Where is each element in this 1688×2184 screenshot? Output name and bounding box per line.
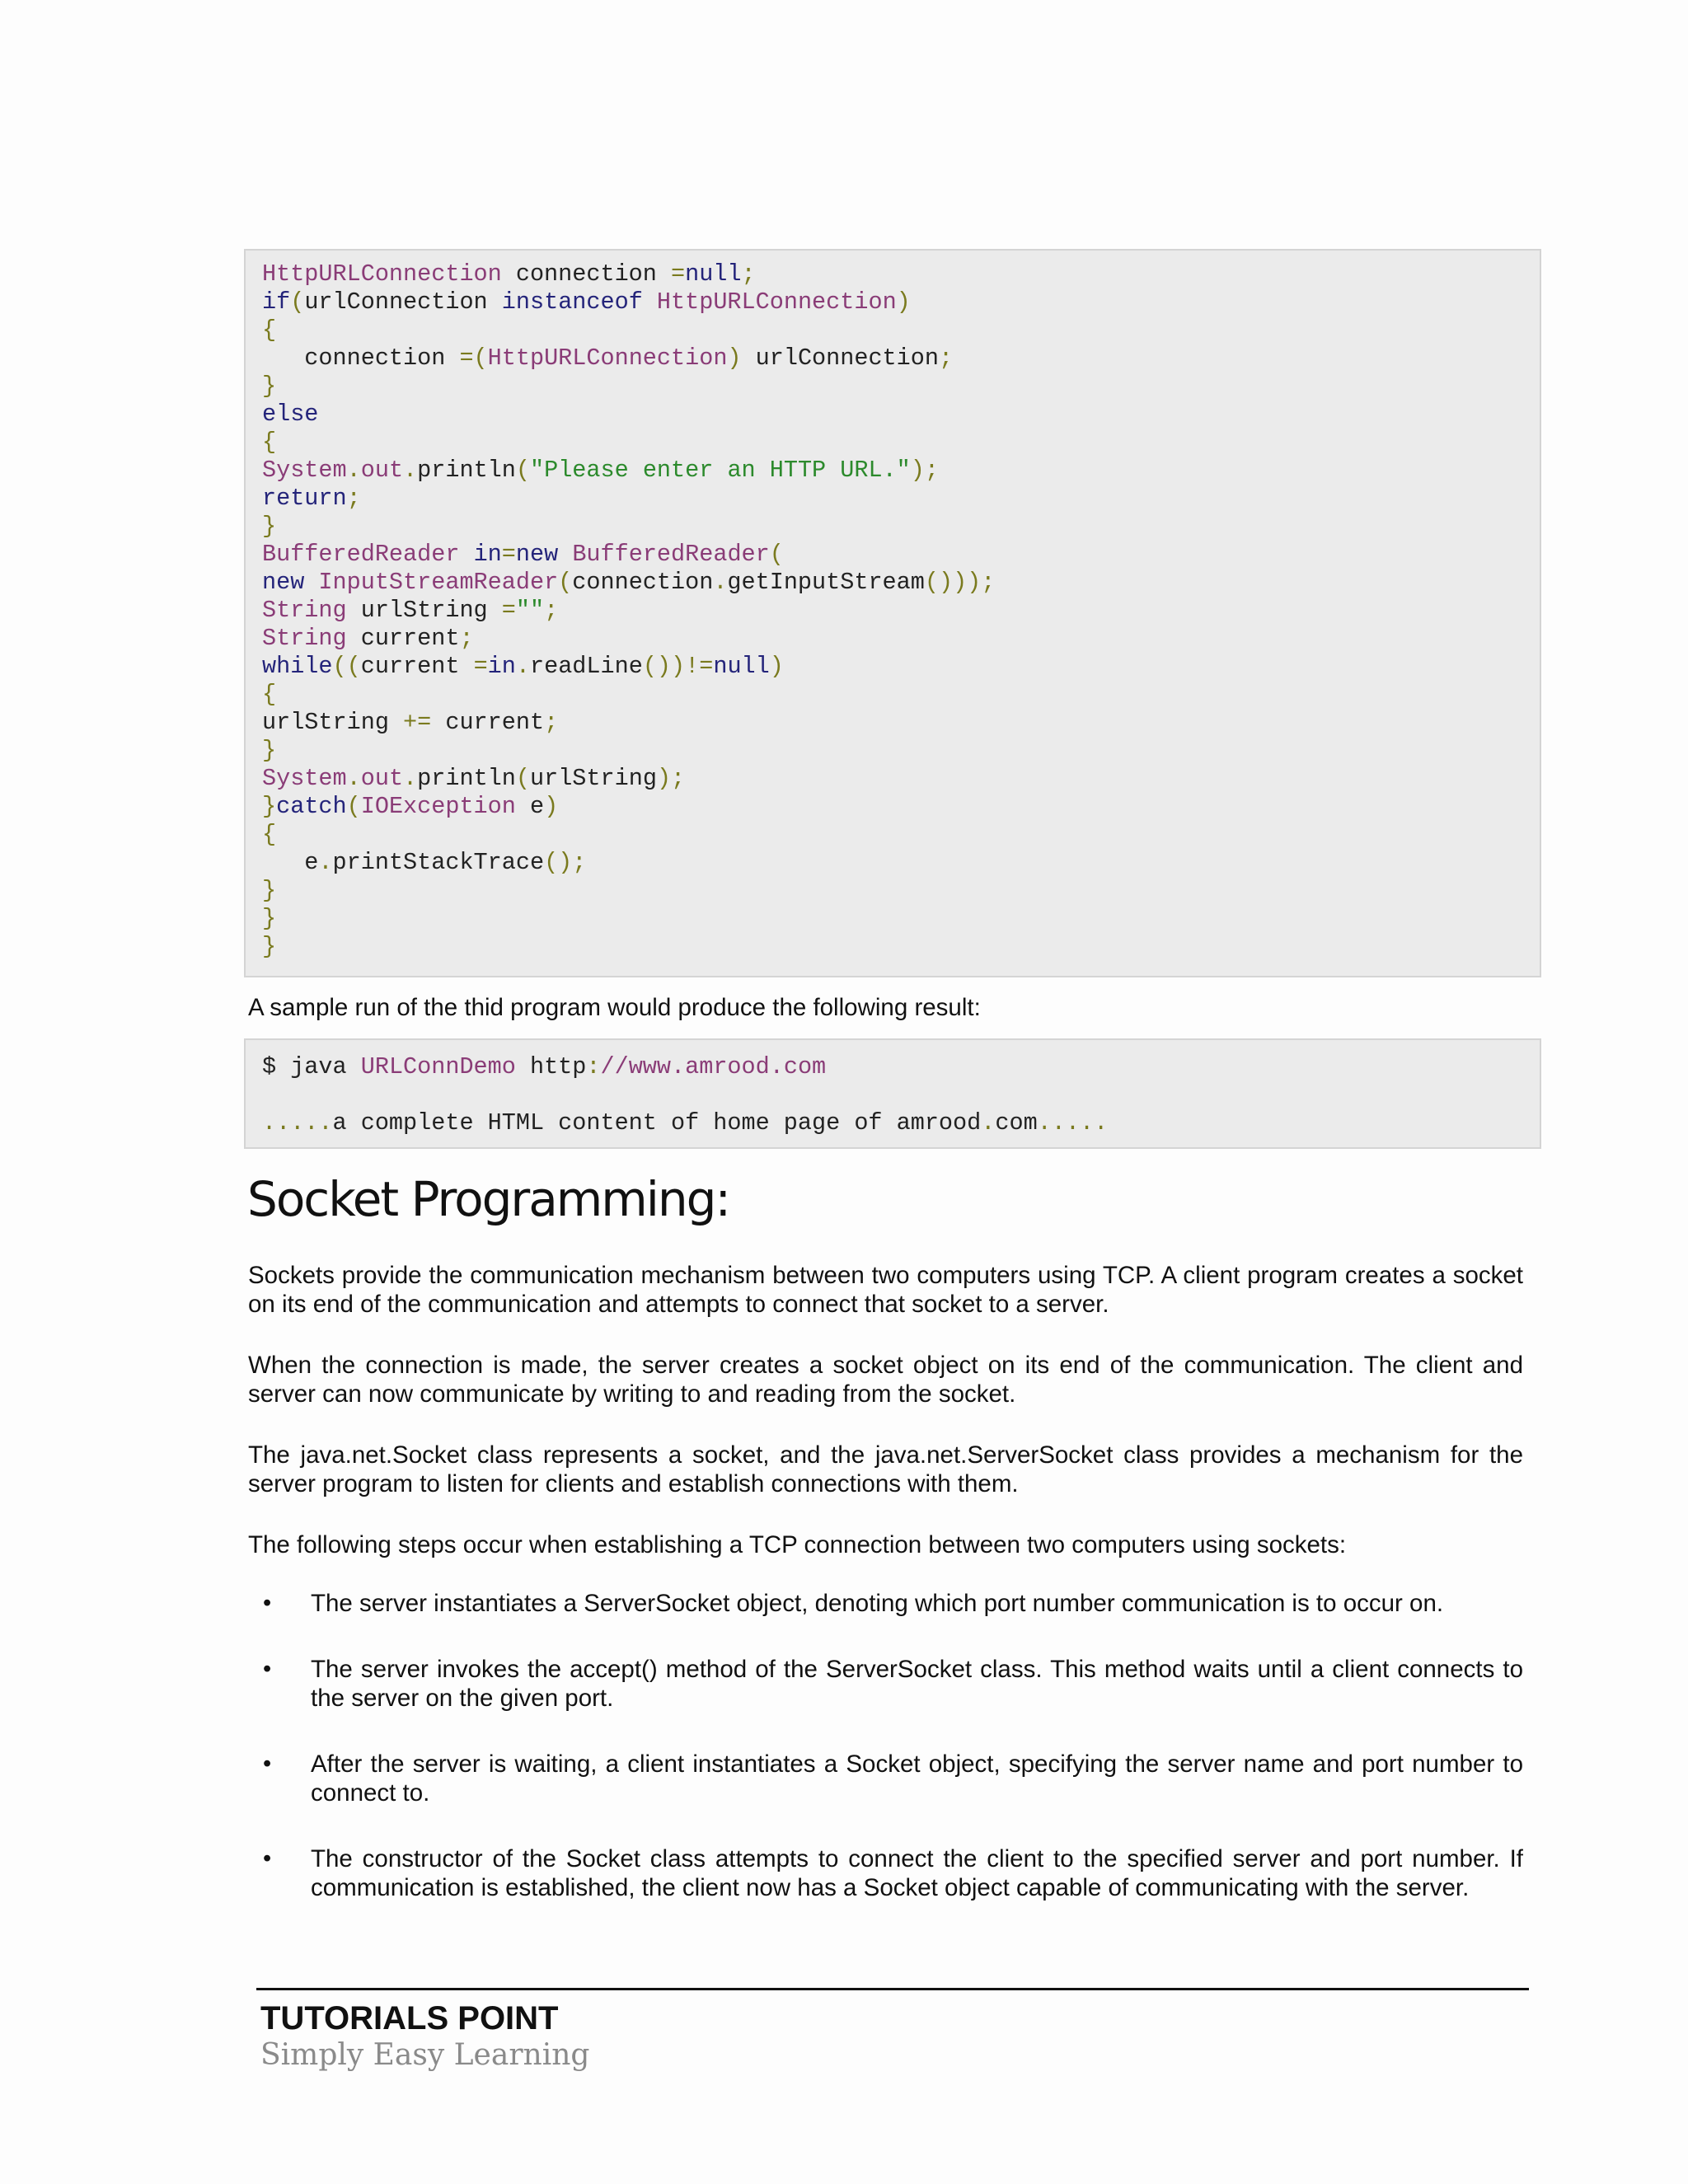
paragraph-connection-made: When the connection is made, the server creates a socket object on its end of the communication. The client and server can now communicate by writing to and reading from the socket. bbox=[248, 1352, 1523, 1408]
code-token: ( bbox=[290, 288, 305, 316]
code-line bbox=[262, 905, 1523, 933]
code-line bbox=[262, 849, 1523, 877]
code-token: BufferedReader bbox=[262, 541, 460, 568]
code-line bbox=[262, 569, 1523, 597]
code-line bbox=[262, 401, 1523, 429]
code-token: ..... bbox=[1037, 1109, 1109, 1137]
code-token: } bbox=[262, 933, 277, 960]
code-token: connection bbox=[572, 569, 714, 596]
code-token: out bbox=[360, 457, 404, 484]
code-token: println bbox=[417, 765, 516, 792]
code-line bbox=[262, 344, 1523, 373]
code-token: . bbox=[346, 765, 361, 792]
code-token: ) bbox=[544, 793, 559, 820]
code-token: ; bbox=[544, 597, 559, 624]
code-line bbox=[262, 1053, 1523, 1081]
code-token bbox=[558, 541, 572, 568]
code-token: in bbox=[487, 653, 516, 680]
code-line bbox=[262, 373, 1523, 401]
code-token: . bbox=[318, 849, 333, 876]
code-token: else bbox=[262, 401, 319, 428]
code-token: getInputStream bbox=[727, 569, 925, 596]
list-item bbox=[248, 1750, 1523, 1807]
list-item bbox=[248, 1655, 1523, 1713]
bullet-icon: • bbox=[263, 1656, 272, 1682]
code-token: current bbox=[431, 709, 545, 736]
code-token: URLConnDemo bbox=[360, 1053, 516, 1080]
code-token: ) bbox=[896, 288, 911, 316]
code-line bbox=[262, 681, 1523, 709]
code-line bbox=[262, 316, 1523, 344]
code-token: null bbox=[713, 653, 770, 680]
code-token: println bbox=[417, 457, 516, 484]
code-token: e bbox=[262, 849, 319, 876]
code-token: ; bbox=[346, 485, 361, 512]
code-token: ())!= bbox=[642, 653, 714, 680]
code-token: ( bbox=[515, 457, 530, 484]
code-token: $ java bbox=[262, 1053, 361, 1080]
code-token: new bbox=[262, 569, 305, 596]
code-token bbox=[304, 569, 318, 596]
code-token: System bbox=[262, 457, 347, 484]
list-item-text: The server instantiates a ServerSocket object, denoting which port number communication is to occur on. bbox=[311, 1590, 1444, 1617]
code-line bbox=[262, 765, 1523, 793]
code-token: ; bbox=[938, 344, 954, 372]
code-token: instanceof bbox=[501, 288, 643, 316]
code-token: } bbox=[262, 905, 277, 932]
code-token: ; bbox=[544, 709, 559, 736]
code-token: . bbox=[403, 457, 418, 484]
code-token: = bbox=[670, 260, 686, 288]
footer-brand: TUTORIALS POINT bbox=[260, 2000, 559, 2036]
sample-run-intro: A sample run of the thid program would produce the following result: bbox=[248, 994, 981, 1021]
code-token: . bbox=[713, 569, 728, 596]
footer-tagline: Simply Easy Learning bbox=[260, 2038, 590, 2072]
code-token: ; bbox=[741, 260, 756, 288]
code-token: //www.amrood.com bbox=[600, 1053, 827, 1080]
bullet-icon: • bbox=[263, 1590, 272, 1616]
code-token: =( bbox=[459, 344, 488, 372]
code-token: . bbox=[981, 1109, 996, 1137]
code-token: InputStreamReader bbox=[318, 569, 559, 596]
code-token: String bbox=[262, 625, 347, 652]
code-line bbox=[262, 457, 1523, 485]
code-token: catch bbox=[276, 793, 347, 820]
code-line bbox=[262, 513, 1523, 541]
code-token: HttpURLConnection bbox=[487, 344, 728, 372]
paragraph-steps-intro: The following steps occur when establishing a TCP connection between two computers using sockets: bbox=[248, 1531, 1347, 1558]
code-line bbox=[262, 1109, 1523, 1137]
code-line bbox=[262, 877, 1523, 905]
code-token: http bbox=[515, 1053, 587, 1080]
paragraph-sockets-intro: Sockets provide the communication mechanism between two computers using TCP. A client program creates a socket on its end of the communication and attempts to connect that socket to a server. bbox=[248, 1262, 1523, 1318]
code-token: urlString bbox=[346, 597, 502, 624]
code-token: ( bbox=[515, 765, 530, 792]
code-token: (); bbox=[544, 849, 587, 876]
code-token: connection bbox=[262, 344, 460, 372]
code-token: a complete HTML content of home page of amrood bbox=[332, 1109, 982, 1137]
code-token: } bbox=[262, 373, 277, 400]
code-token: while bbox=[262, 653, 333, 680]
footer-divider bbox=[256, 1988, 1529, 1990]
code-line bbox=[262, 541, 1523, 569]
code-token: } bbox=[262, 793, 277, 820]
code-line bbox=[262, 709, 1523, 737]
code-line bbox=[262, 429, 1523, 457]
code-token: { bbox=[262, 681, 277, 708]
code-token: HttpURLConnection bbox=[656, 288, 897, 316]
code-token: ); bbox=[656, 765, 686, 792]
code-token: += bbox=[403, 709, 432, 736]
code-token: } bbox=[262, 513, 277, 540]
code-token: ( bbox=[346, 793, 361, 820]
list-item bbox=[248, 1844, 1523, 1902]
code-token: in bbox=[473, 541, 502, 568]
code-token: ); bbox=[910, 457, 939, 484]
code-block-url-connection bbox=[244, 249, 1541, 977]
code-token: connection bbox=[501, 260, 671, 288]
code-token: current bbox=[360, 653, 474, 680]
code-token: } bbox=[262, 877, 277, 904]
code-token: HttpURLConnection bbox=[262, 260, 502, 288]
code-token: urlString bbox=[262, 709, 404, 736]
code-token: BufferedReader bbox=[572, 541, 770, 568]
code-token: = bbox=[473, 653, 488, 680]
code-token bbox=[459, 541, 473, 568]
code-token: : bbox=[586, 1053, 601, 1080]
code-token: ( bbox=[769, 541, 784, 568]
code-token bbox=[643, 288, 657, 316]
code-token: { bbox=[262, 429, 277, 456]
list-item bbox=[248, 1589, 1523, 1618]
code-token: . bbox=[515, 653, 530, 680]
code-line bbox=[262, 737, 1523, 765]
code-token: } bbox=[262, 737, 277, 764]
code-token: { bbox=[262, 821, 277, 848]
code-token: null bbox=[685, 260, 742, 288]
code-line bbox=[262, 260, 1523, 288]
code-token: = bbox=[501, 597, 516, 624]
code-line bbox=[262, 485, 1523, 513]
code-token: com bbox=[995, 1109, 1038, 1137]
code-line bbox=[262, 933, 1523, 961]
code-token: new bbox=[515, 541, 559, 568]
code-token: { bbox=[262, 316, 277, 344]
code-token: urlConnection bbox=[741, 344, 939, 372]
list-item-text: The server invokes the accept() method of the ServerSocket class. This method waits until a client connects to the server on the given port. bbox=[311, 1656, 1523, 1712]
code-token: ; bbox=[459, 625, 474, 652]
code-token: ( bbox=[558, 569, 573, 596]
code-token: "" bbox=[515, 597, 545, 624]
code-line bbox=[262, 597, 1523, 625]
code-line bbox=[262, 625, 1523, 653]
code-token: ) bbox=[769, 653, 784, 680]
code-token: System bbox=[262, 765, 347, 792]
code-token: out bbox=[360, 765, 404, 792]
code-token: return bbox=[262, 485, 347, 512]
code-token: ..... bbox=[262, 1109, 333, 1137]
paragraph-socket-classes: The java.net.Socket class represents a socket, and the java.net.ServerSocket class provides a mechanism for the server program to listen for clients and establish connections with them. bbox=[248, 1441, 1523, 1497]
code-token: printStackTrace bbox=[332, 849, 545, 876]
code-token: urlConnection bbox=[304, 288, 502, 316]
code-token: = bbox=[501, 541, 516, 568]
code-line bbox=[262, 653, 1523, 681]
section-heading: Socket Programming: bbox=[247, 1171, 730, 1227]
code-token: urlString bbox=[530, 765, 657, 792]
list-item-text: After the server is waiting, a client instantiates a Socket object, specifying the server name and port number to connect to. bbox=[311, 1750, 1523, 1807]
code-token: . bbox=[346, 457, 361, 484]
code-line bbox=[262, 1081, 1523, 1109]
code-token: (( bbox=[332, 653, 361, 680]
code-block-sample-output bbox=[244, 1038, 1541, 1149]
code-line bbox=[262, 821, 1523, 849]
bullet-icon: • bbox=[263, 1750, 272, 1777]
code-token: e bbox=[515, 793, 545, 820]
code-token: String bbox=[262, 597, 347, 624]
code-token: readLine bbox=[530, 653, 643, 680]
code-line bbox=[262, 793, 1523, 821]
code-token: ())); bbox=[924, 569, 996, 596]
code-token: . bbox=[403, 765, 418, 792]
code-token: IOException bbox=[360, 793, 516, 820]
code-token: ) bbox=[727, 344, 742, 372]
steps-list bbox=[248, 1589, 1523, 1902]
code-line bbox=[262, 288, 1523, 316]
list-item-text: The constructor of the Socket class attempts to connect the client to the specified server and port number. If communication is established, the client now has a Socket object capable of communicating with the server. bbox=[311, 1845, 1523, 1901]
code-token: current bbox=[346, 625, 460, 652]
code-token: "Please enter an HTTP URL." bbox=[530, 457, 911, 484]
bullet-icon: • bbox=[263, 1845, 272, 1872]
code-token: if bbox=[262, 288, 291, 316]
